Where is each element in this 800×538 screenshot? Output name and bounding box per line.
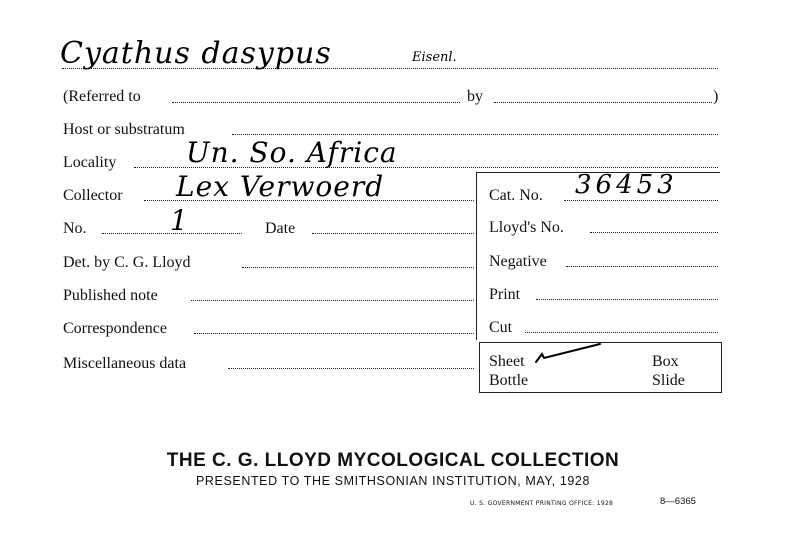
locality-label: Locality <box>63 154 117 171</box>
printer-imprint: U. S. GOVERNMENT PRINTING OFFICE: 1928 <box>470 500 614 507</box>
collection-title: THE C. G. LLOYD MYCOLOGICAL COLLECTION <box>166 450 620 471</box>
date-label: Date <box>265 220 296 237</box>
cat-no-value: 36453 <box>575 170 678 200</box>
form-code: 8—6365 <box>660 496 696 507</box>
date-line <box>312 233 474 234</box>
collector-label: Collector <box>63 187 123 204</box>
locality-value: Un. So. Africa <box>186 136 398 169</box>
negative-line <box>566 266 718 267</box>
print-line <box>536 299 718 300</box>
negative-label: Negative <box>489 253 547 270</box>
sheet-label: Sheet <box>489 353 525 370</box>
lloyd-no-label: Lloyd's No. <box>489 219 564 236</box>
catalog-box-left-border <box>476 172 477 340</box>
collection-subtitle: PRESENTED TO THE SMITHSONIAN INSTITUTION, MAY, 1928 <box>195 474 591 488</box>
by-line <box>494 102 712 103</box>
host-line <box>232 134 718 135</box>
cut-line <box>525 332 718 333</box>
host-label: Host or substratum <box>63 121 185 138</box>
lloyd-no-line <box>590 232 718 233</box>
det-label: Det. by C. G. Lloyd <box>63 254 191 271</box>
species-name: Cyathus dasypus <box>60 36 332 71</box>
published-label: Published note <box>63 287 158 304</box>
det-line <box>242 267 474 268</box>
misc-label: Miscellaneous data <box>63 355 187 372</box>
close-paren: ) <box>713 88 719 105</box>
correspondence-line <box>194 333 474 334</box>
species-line <box>62 68 718 69</box>
cat-no-label: Cat. No. <box>489 187 543 204</box>
published-line <box>191 300 474 301</box>
print-label: Print <box>489 286 521 303</box>
referred-to-line <box>172 102 460 103</box>
no-value: 1 <box>170 204 189 237</box>
by-label: by <box>467 88 483 105</box>
no-label: No. <box>63 220 87 237</box>
collector-value: Lex Verwoerd <box>176 170 385 203</box>
correspondence-label: Correspondence <box>63 320 167 337</box>
bottle-label: Bottle <box>489 372 529 389</box>
misc-line <box>228 368 474 369</box>
slide-label: Slide <box>652 372 685 389</box>
sheet-check-mark-icon <box>530 340 610 370</box>
cat-no-line <box>564 200 718 201</box>
cut-label: Cut <box>489 319 513 336</box>
box-label: Box <box>652 353 679 370</box>
referred-to-label: (Referred to <box>63 88 141 105</box>
species-annotation: Eisenl. <box>412 50 457 65</box>
